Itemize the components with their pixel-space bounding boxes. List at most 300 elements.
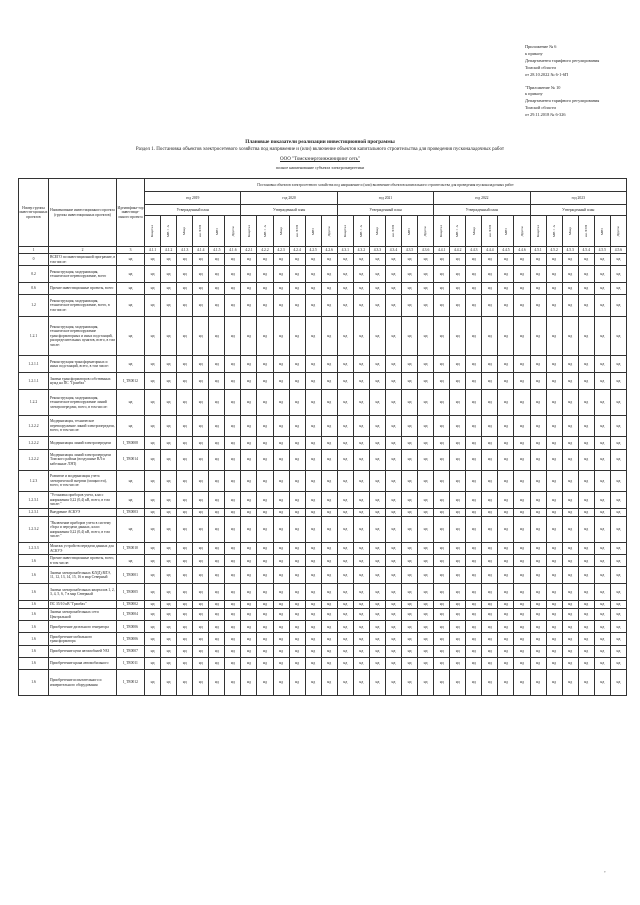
data-cell: нд bbox=[498, 645, 514, 657]
data-cell: нд bbox=[241, 389, 257, 415]
data-cell: нд bbox=[578, 509, 594, 517]
column-number: 4.4.3 bbox=[466, 247, 482, 254]
data-cell: нд bbox=[514, 601, 530, 609]
row-name: ПС 35/10 кВ "Грамбах" bbox=[49, 601, 117, 609]
document-title: Плановые показатели реализации инвестиционной программы bbox=[245, 139, 395, 145]
data-cell: нд bbox=[177, 282, 193, 294]
data-cell: нд bbox=[514, 555, 530, 567]
data-cell: нд bbox=[562, 266, 578, 283]
data-cell: нд bbox=[337, 449, 353, 470]
row-name: "Включение приборов учета в систему сбора и передачи данных, класс напряжения 0,22 (0,4) кВ, всего, в том числе:" bbox=[49, 517, 117, 543]
header-unit-label: Квартал bbox=[150, 224, 155, 238]
column-number: 3 bbox=[117, 247, 145, 254]
data-cell: нд bbox=[385, 657, 401, 669]
header-unit bbox=[450, 216, 466, 247]
data-cell: нд bbox=[578, 567, 594, 584]
data-cell: нд bbox=[337, 282, 353, 294]
data-cell: нд bbox=[402, 316, 418, 356]
data-cell: нд bbox=[353, 316, 369, 356]
data-cell: нд bbox=[177, 254, 193, 266]
data-cell: нд bbox=[369, 543, 385, 555]
data-cell: нд bbox=[209, 609, 225, 621]
data-cell: нд bbox=[402, 254, 418, 266]
data-cell: нд bbox=[498, 517, 514, 543]
row-id: I_TE0011 bbox=[117, 657, 145, 669]
header-unit-label: Мвар bbox=[278, 226, 283, 236]
row-name: Реконструкция, модернизация, техническое перевооружение линий электропередачи, всего, в том числе: bbox=[49, 389, 117, 415]
data-cell: нд bbox=[337, 373, 353, 390]
header-unit bbox=[562, 216, 578, 247]
data-cell: нд bbox=[450, 437, 466, 449]
header-unit bbox=[530, 216, 546, 247]
row-id: I_TE0005 bbox=[117, 584, 145, 601]
row-code: 1.6 bbox=[19, 601, 49, 609]
row-id: нд bbox=[117, 389, 145, 415]
data-cell: нд bbox=[257, 437, 273, 449]
data-cell: нд bbox=[562, 492, 578, 509]
data-cell: нд bbox=[402, 373, 418, 390]
data-cell: нд bbox=[610, 584, 626, 601]
header-unit-label: МВ×А bbox=[455, 225, 460, 237]
data-cell: нд bbox=[321, 509, 337, 517]
data-cell: нд bbox=[482, 567, 498, 584]
data-cell: нд bbox=[177, 373, 193, 390]
data-cell: нд bbox=[434, 470, 450, 491]
data-cell: нд bbox=[193, 266, 209, 283]
data-cell: нд bbox=[305, 657, 321, 669]
data-cell: нд bbox=[241, 543, 257, 555]
data-cell: нд bbox=[514, 437, 530, 449]
data-cell: нд bbox=[594, 555, 610, 567]
data-cell: нд bbox=[273, 633, 289, 645]
column-number: 4.5.4 bbox=[578, 247, 594, 254]
data-cell: нд bbox=[402, 295, 418, 316]
data-cell: нд bbox=[209, 282, 225, 294]
data-cell: нд bbox=[241, 415, 257, 436]
data-cell: нд bbox=[610, 356, 626, 373]
data-cell: нд bbox=[482, 670, 498, 696]
data-cell: нд bbox=[193, 621, 209, 633]
appendix-block-2: "Приложение № 10 к приказу Департамента тарифного регулирования Томской области от 29.11.2018 № 6-326 bbox=[525, 84, 600, 118]
data-cell: нд bbox=[209, 555, 225, 567]
data-cell: нд bbox=[161, 584, 177, 601]
data-cell: нд bbox=[546, 373, 562, 390]
data-cell: нд bbox=[514, 670, 530, 696]
header-unit-label: Квартал bbox=[439, 224, 444, 238]
data-cell: нд bbox=[418, 282, 434, 294]
data-cell: нд bbox=[193, 389, 209, 415]
data-cell: нд bbox=[369, 295, 385, 316]
header-unit bbox=[385, 216, 401, 247]
data-cell: нд bbox=[594, 356, 610, 373]
data-cell: нд bbox=[241, 555, 257, 567]
data-cell: нд bbox=[498, 470, 514, 491]
data-cell: нд bbox=[305, 567, 321, 584]
data-cell: нд bbox=[225, 415, 241, 436]
table-row bbox=[19, 633, 627, 645]
data-cell: нд bbox=[145, 254, 161, 266]
column-number: 4.2.3 bbox=[273, 247, 289, 254]
data-cell: нд bbox=[530, 266, 546, 283]
row-name: Внедрение АСКУЭ bbox=[49, 509, 117, 517]
data-cell: нд bbox=[482, 609, 498, 621]
data-cell: нд bbox=[562, 645, 578, 657]
data-cell: нд bbox=[578, 621, 594, 633]
data-cell: нд bbox=[434, 449, 450, 470]
data-cell: нд bbox=[610, 657, 626, 669]
row-code: 1.6 bbox=[19, 621, 49, 633]
data-cell: нд bbox=[289, 601, 305, 609]
data-cell: нд bbox=[209, 567, 225, 584]
row-code: 1.2 bbox=[19, 295, 49, 316]
data-cell: нд bbox=[562, 356, 578, 373]
data-cell: нд bbox=[450, 517, 466, 543]
data-cell: нд bbox=[578, 657, 594, 669]
data-cell: нд bbox=[177, 584, 193, 601]
data-cell: нд bbox=[450, 373, 466, 390]
header-unit-label: Квартал bbox=[343, 224, 348, 238]
data-cell: нд bbox=[241, 609, 257, 621]
data-cell: нд bbox=[225, 389, 241, 415]
data-cell: нд bbox=[402, 449, 418, 470]
data-cell: нд bbox=[434, 254, 450, 266]
data-cell: нд bbox=[161, 509, 177, 517]
table-row bbox=[19, 282, 627, 294]
data-cell: нд bbox=[385, 437, 401, 449]
data-cell: нд bbox=[578, 555, 594, 567]
data-cell: нд bbox=[578, 601, 594, 609]
data-cell: нд bbox=[209, 316, 225, 356]
data-cell: нд bbox=[305, 543, 321, 555]
table-row bbox=[19, 584, 627, 601]
data-cell: нд bbox=[369, 567, 385, 584]
row-id: I_TE0006 bbox=[117, 621, 145, 633]
data-cell: нд bbox=[161, 555, 177, 567]
row-code: 1.2.3.1 bbox=[19, 492, 49, 509]
data-cell: нд bbox=[321, 657, 337, 669]
header-year: год 2021 bbox=[337, 192, 433, 205]
data-cell: нд bbox=[337, 492, 353, 509]
header-unit-label: МВт bbox=[503, 227, 508, 235]
data-cell: нд bbox=[353, 470, 369, 491]
header-unit bbox=[161, 216, 177, 247]
data-cell: нд bbox=[305, 282, 321, 294]
data-cell: нд bbox=[209, 266, 225, 283]
data-cell: нд bbox=[402, 670, 418, 696]
data-cell: нд bbox=[257, 567, 273, 584]
data-cell: нд bbox=[514, 266, 530, 283]
data-cell: нд bbox=[385, 509, 401, 517]
data-cell: нд bbox=[530, 657, 546, 669]
data-cell: нд bbox=[321, 470, 337, 491]
header-year: год 2022 bbox=[434, 192, 530, 205]
data-cell: нд bbox=[562, 295, 578, 316]
data-cell: нд bbox=[466, 509, 482, 517]
data-cell: нд bbox=[498, 509, 514, 517]
data-cell: нд bbox=[321, 449, 337, 470]
data-cell: нд bbox=[450, 509, 466, 517]
data-cell: нд bbox=[594, 470, 610, 491]
table-row bbox=[19, 437, 627, 449]
data-cell: нд bbox=[353, 645, 369, 657]
data-cell: нд bbox=[402, 609, 418, 621]
data-cell: нд bbox=[209, 543, 225, 555]
row-id: нд bbox=[117, 470, 145, 491]
data-cell: нд bbox=[225, 282, 241, 294]
data-cell: нд bbox=[482, 470, 498, 491]
data-cell: нд bbox=[273, 567, 289, 584]
data-cell: нд bbox=[337, 517, 353, 543]
data-cell: нд bbox=[353, 584, 369, 601]
data-cell: нд bbox=[610, 509, 626, 517]
row-name: Приобретение крана автомобильного bbox=[49, 657, 117, 669]
row-id: I_TE0014 bbox=[117, 449, 145, 470]
data-cell: нд bbox=[562, 470, 578, 491]
data-cell: нд bbox=[530, 373, 546, 390]
header-unit-label: Квартал bbox=[246, 224, 251, 238]
data-cell: нд bbox=[450, 601, 466, 609]
data-cell: нд bbox=[161, 415, 177, 436]
data-cell: нд bbox=[482, 415, 498, 436]
data-cell: нд bbox=[498, 389, 514, 415]
data-cell: нд bbox=[209, 295, 225, 316]
data-cell: нд bbox=[610, 633, 626, 645]
data-cell: нд bbox=[193, 567, 209, 584]
data-cell: нд bbox=[418, 254, 434, 266]
row-name: Реконструкция, модернизация, техническое перевооружение, всего, в том числе: bbox=[49, 295, 117, 316]
data-cell: нд bbox=[369, 555, 385, 567]
data-cell: нд bbox=[402, 645, 418, 657]
data-cell: нд bbox=[546, 517, 562, 543]
row-id: I_TE0004 bbox=[117, 609, 145, 621]
row-code: 1.6 bbox=[19, 584, 49, 601]
data-cell: нд bbox=[385, 415, 401, 436]
data-cell: нд bbox=[610, 645, 626, 657]
data-cell: нд bbox=[321, 633, 337, 645]
row-code: 1.2.1 bbox=[19, 316, 49, 356]
data-cell: нд bbox=[546, 609, 562, 621]
data-cell: нд bbox=[353, 266, 369, 283]
data-cell: нд bbox=[578, 415, 594, 436]
row-id: I_TE0001 bbox=[117, 567, 145, 584]
header-plan: Утвержденный план bbox=[434, 205, 530, 216]
data-cell: нд bbox=[482, 543, 498, 555]
data-cell: нд bbox=[241, 282, 257, 294]
appendix-note bbox=[525, 44, 635, 125]
column-number: 4.3.2 bbox=[353, 247, 369, 254]
data-cell: нд bbox=[546, 633, 562, 645]
data-cell: нд bbox=[193, 584, 209, 601]
data-cell: нд bbox=[305, 415, 321, 436]
data-cell: нд bbox=[450, 584, 466, 601]
data-cell: нд bbox=[305, 584, 321, 601]
data-cell: нд bbox=[498, 415, 514, 436]
data-cell: нд bbox=[610, 449, 626, 470]
data-cell: нд bbox=[273, 282, 289, 294]
data-cell: нд bbox=[353, 621, 369, 633]
data-cell: нд bbox=[385, 584, 401, 601]
column-number: 4.3.4 bbox=[385, 247, 401, 254]
data-cell: нд bbox=[418, 633, 434, 645]
data-cell: нд bbox=[241, 509, 257, 517]
data-cell: нд bbox=[402, 584, 418, 601]
data-cell: нд bbox=[482, 282, 498, 294]
table-row bbox=[19, 415, 627, 436]
header-group-code: Номер группы инвести-ционных проектов bbox=[19, 179, 49, 247]
data-cell: нд bbox=[562, 437, 578, 449]
data-cell: нд bbox=[257, 282, 273, 294]
data-cell: нд bbox=[482, 316, 498, 356]
data-cell: нд bbox=[594, 266, 610, 283]
data-cell: нд bbox=[369, 621, 385, 633]
data-cell: нд bbox=[321, 567, 337, 584]
row-id: нд bbox=[117, 282, 145, 294]
table-row bbox=[19, 449, 627, 470]
data-cell: нд bbox=[369, 415, 385, 436]
data-cell: нд bbox=[385, 601, 401, 609]
data-cell: нд bbox=[257, 543, 273, 555]
data-cell: нд bbox=[482, 389, 498, 415]
data-cell: нд bbox=[594, 567, 610, 584]
data-cell: нд bbox=[369, 470, 385, 491]
data-cell: нд bbox=[369, 449, 385, 470]
header-unit-label: МВт bbox=[600, 227, 605, 235]
data-cell: нд bbox=[177, 509, 193, 517]
data-cell: нд bbox=[145, 316, 161, 356]
data-cell: нд bbox=[498, 670, 514, 696]
data-cell: нд bbox=[289, 316, 305, 356]
table-row bbox=[19, 621, 627, 633]
data-cell: нд bbox=[257, 470, 273, 491]
data-cell: нд bbox=[578, 254, 594, 266]
data-cell: нд bbox=[434, 601, 450, 609]
data-cell: нд bbox=[546, 492, 562, 509]
data-cell: нд bbox=[305, 609, 321, 621]
row-id: нд bbox=[117, 356, 145, 373]
data-cell: нд bbox=[385, 449, 401, 470]
data-cell: нд bbox=[546, 670, 562, 696]
data-cell: нд bbox=[450, 567, 466, 584]
data-cell: нд bbox=[530, 437, 546, 449]
column-number: 4.5.6 bbox=[610, 247, 626, 254]
data-cell: нд bbox=[594, 254, 610, 266]
data-cell: нд bbox=[418, 609, 434, 621]
data-cell: нд bbox=[177, 449, 193, 470]
data-cell: нд bbox=[225, 609, 241, 621]
data-cell: нд bbox=[289, 492, 305, 509]
data-cell: нд bbox=[193, 282, 209, 294]
row-code: 1.2.3.3 bbox=[19, 543, 49, 555]
table-row bbox=[19, 567, 627, 584]
row-name: Замена электрокабельных сети Центральной bbox=[49, 609, 117, 621]
data-cell: нд bbox=[514, 517, 530, 543]
data-cell: нд bbox=[385, 254, 401, 266]
data-cell: нд bbox=[225, 470, 241, 491]
data-cell: нд bbox=[177, 415, 193, 436]
data-cell: нд bbox=[161, 316, 177, 356]
data-cell: нд bbox=[321, 282, 337, 294]
data-cell: нд bbox=[177, 609, 193, 621]
data-cell: нд bbox=[241, 266, 257, 283]
data-cell: нд bbox=[289, 356, 305, 373]
data-cell: нд bbox=[450, 543, 466, 555]
column-number: 4.1.1 bbox=[145, 247, 161, 254]
data-cell: нд bbox=[610, 492, 626, 509]
data-cell: нд bbox=[289, 517, 305, 543]
header-unit bbox=[177, 216, 193, 247]
data-cell: нд bbox=[530, 509, 546, 517]
data-cell: нд bbox=[578, 282, 594, 294]
data-cell: нд bbox=[369, 389, 385, 415]
data-cell: нд bbox=[353, 373, 369, 390]
data-cell: нд bbox=[514, 621, 530, 633]
data-cell: нд bbox=[402, 601, 418, 609]
data-cell: нд bbox=[177, 601, 193, 609]
row-code: 0.6 bbox=[19, 282, 49, 294]
data-cell: нд bbox=[546, 266, 562, 283]
data-cell: нд bbox=[498, 543, 514, 555]
data-cell: нд bbox=[482, 449, 498, 470]
header-unit bbox=[578, 216, 594, 247]
data-cell: нд bbox=[177, 437, 193, 449]
data-cell: нд bbox=[161, 567, 177, 584]
header-unit-label: МВт bbox=[214, 227, 219, 235]
data-cell: нд bbox=[562, 389, 578, 415]
data-cell: нд bbox=[402, 282, 418, 294]
data-cell: нд bbox=[610, 316, 626, 356]
data-cell: нд bbox=[225, 633, 241, 645]
data-cell: нд bbox=[161, 657, 177, 669]
table-row bbox=[19, 356, 627, 373]
column-number: 4.1.6 bbox=[225, 247, 241, 254]
data-cell: нд bbox=[321, 415, 337, 436]
column-number: 4.4.5 bbox=[498, 247, 514, 254]
data-cell: нд bbox=[385, 543, 401, 555]
data-cell: нд bbox=[273, 254, 289, 266]
data-cell: нд bbox=[337, 633, 353, 645]
data-cell: нд bbox=[418, 509, 434, 517]
header-unit-label: Другое bbox=[616, 225, 621, 237]
data-cell: нд bbox=[466, 609, 482, 621]
data-cell: нд bbox=[289, 282, 305, 294]
data-cell: нд bbox=[594, 621, 610, 633]
data-cell: нд bbox=[482, 584, 498, 601]
data-cell: нд bbox=[305, 316, 321, 356]
data-cell: нд bbox=[369, 266, 385, 283]
data-cell: нд bbox=[514, 509, 530, 517]
data-cell: нд bbox=[466, 621, 482, 633]
data-cell: нд bbox=[257, 517, 273, 543]
data-cell: нд bbox=[434, 517, 450, 543]
data-cell: нд bbox=[466, 254, 482, 266]
data-cell: нд bbox=[305, 373, 321, 390]
data-cell: нд bbox=[594, 670, 610, 696]
data-cell: нд bbox=[305, 645, 321, 657]
data-cell: нд bbox=[450, 356, 466, 373]
data-cell: нд bbox=[546, 601, 562, 609]
data-cell: нд bbox=[161, 437, 177, 449]
header-unit bbox=[514, 216, 530, 247]
header-unit-label: МВ×А bbox=[551, 225, 556, 237]
data-cell: нд bbox=[562, 373, 578, 390]
data-cell: нд bbox=[177, 543, 193, 555]
data-cell: нд bbox=[546, 509, 562, 517]
data-cell: нд bbox=[273, 555, 289, 567]
header-unit-label: км ЛЭП bbox=[391, 224, 396, 237]
data-cell: нд bbox=[610, 254, 626, 266]
data-cell: нд bbox=[209, 621, 225, 633]
data-cell: нд bbox=[145, 517, 161, 543]
